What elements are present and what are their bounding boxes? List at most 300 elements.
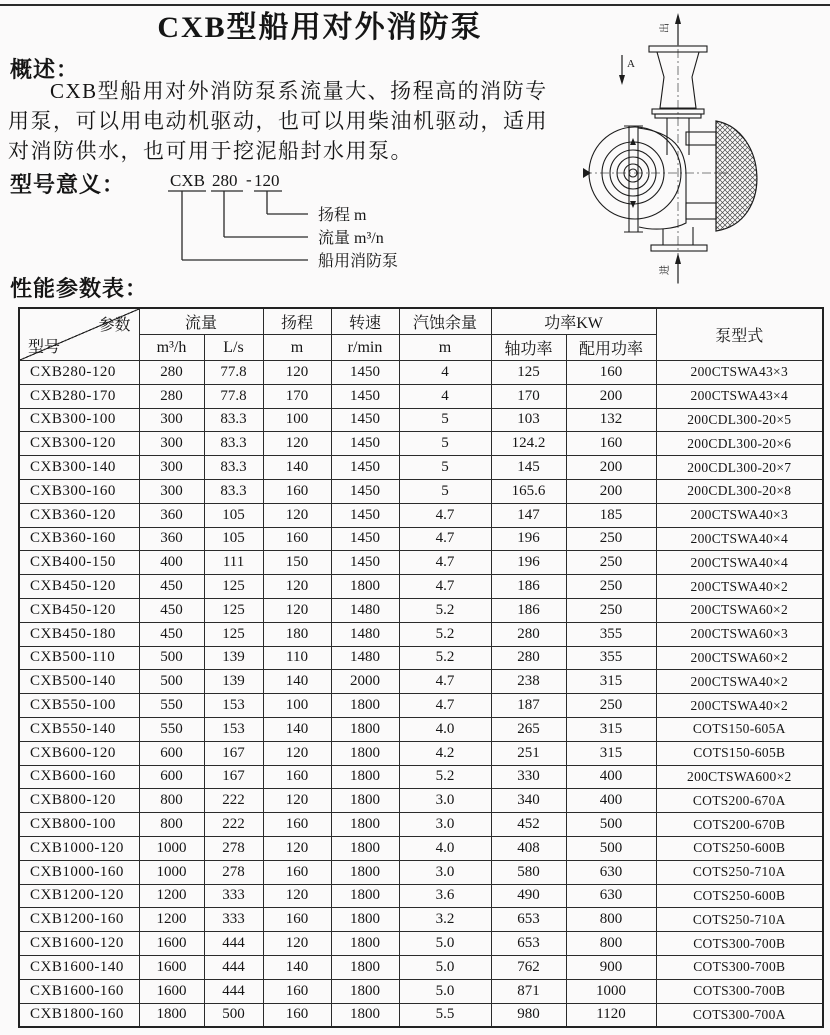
cell-npsh: 4.7	[399, 694, 491, 718]
cell-shaft-power: 265	[491, 717, 566, 741]
cell-npsh: 4.7	[399, 527, 491, 551]
cell-flow-ls: 125	[204, 598, 263, 622]
cell-rated-power: 200	[566, 479, 656, 503]
cell-model: CXB450-180	[19, 622, 139, 646]
table-row	[19, 622, 823, 646]
dome-connectors	[686, 132, 716, 219]
cell-shaft-power: 196	[491, 551, 566, 575]
cell-rated-power: 200	[566, 456, 656, 480]
cell-rated-power: 800	[566, 932, 656, 956]
performance-table-heading: 性能参数表：	[10, 276, 149, 301]
cell-head: 180	[263, 622, 331, 646]
cell-model: CXB1200-120	[19, 884, 139, 908]
cell-speed: 1450	[331, 408, 399, 432]
cell-shaft-power: 580	[491, 860, 566, 884]
cell-flow-ls: 333	[204, 908, 263, 932]
cell-shaft-power: 653	[491, 908, 566, 932]
cell-model: CXB500-110	[19, 646, 139, 670]
cell-flow-ls: 105	[204, 503, 263, 527]
cell-pump-type: 200CTSWA40×2	[656, 670, 823, 694]
cell-model: CXB1600-140	[19, 955, 139, 979]
table-row	[19, 717, 823, 741]
cell-model: CXB280-120	[19, 361, 139, 385]
cell-shaft-power: 408	[491, 836, 566, 860]
cell-npsh: 5.2	[399, 646, 491, 670]
table-row	[19, 575, 823, 599]
cell-flow-ls: 167	[204, 741, 263, 765]
table-row	[19, 527, 823, 551]
cell-head: 170	[263, 384, 331, 408]
suction-pipe	[651, 227, 707, 251]
cell-shaft-power: 251	[491, 741, 566, 765]
header-flow-m3h-unit: m³/h	[139, 335, 204, 361]
cell-flow-ls: 222	[204, 813, 263, 837]
cell-model: CXB300-100	[19, 408, 139, 432]
cell-flow-m3h: 300	[139, 408, 204, 432]
cell-model: CXB500-140	[19, 670, 139, 694]
cell-shaft-power: 186	[491, 575, 566, 599]
cell-model: CXB300-140	[19, 456, 139, 480]
cell-pump-type: COTS200-670B	[656, 813, 823, 837]
model-label-flow: 流量 m³/n	[318, 230, 384, 247]
cell-head: 160	[263, 813, 331, 837]
cell-rated-power: 185	[566, 503, 656, 527]
cell-flow-ls: 83.3	[204, 479, 263, 503]
cell-flow-m3h: 600	[139, 741, 204, 765]
cell-flow-m3h: 1600	[139, 979, 204, 1003]
model-code-series: CXB	[170, 171, 205, 190]
cell-rated-power: 200	[566, 384, 656, 408]
cell-pump-type: 200CTSWA43×4	[656, 384, 823, 408]
cell-shaft-power: 238	[491, 670, 566, 694]
cell-flow-m3h: 300	[139, 479, 204, 503]
cell-npsh: 3.0	[399, 813, 491, 837]
cell-npsh: 5.0	[399, 955, 491, 979]
cell-rated-power: 800	[566, 908, 656, 932]
cell-head: 160	[263, 860, 331, 884]
cell-speed: 1450	[331, 432, 399, 456]
cell-head: 120	[263, 598, 331, 622]
table-row	[19, 432, 823, 456]
outlet-arrow	[658, 13, 681, 45]
table-row	[19, 979, 823, 1003]
cell-flow-ls: 444	[204, 932, 263, 956]
cell-shaft-power: 165.6	[491, 479, 566, 503]
header-shaft-power: 轴功率	[491, 335, 566, 361]
cell-rated-power: 630	[566, 860, 656, 884]
cell-npsh: 4.0	[399, 717, 491, 741]
cell-pump-type: 200CTSWA60×3	[656, 622, 823, 646]
outlet-label: 出	[660, 23, 671, 33]
cell-shaft-power: 147	[491, 503, 566, 527]
cell-head: 120	[263, 361, 331, 385]
cell-flow-ls: 139	[204, 670, 263, 694]
cell-npsh: 3.2	[399, 908, 491, 932]
cell-npsh: 4.2	[399, 741, 491, 765]
header-speed-unit: r/min	[331, 335, 399, 361]
cell-pump-type: COTS150-605B	[656, 741, 823, 765]
cell-flow-ls: 83.3	[204, 408, 263, 432]
cell-npsh: 5	[399, 479, 491, 503]
cell-pump-type: 200CTSWA40×3	[656, 503, 823, 527]
cell-flow-ls: 83.3	[204, 456, 263, 480]
overview-heading: 概述：	[10, 57, 80, 82]
model-code-head: 120	[254, 171, 280, 190]
cell-rated-power: 1000	[566, 979, 656, 1003]
cell-npsh: 4.7	[399, 503, 491, 527]
cell-model: CXB550-140	[19, 717, 139, 741]
cell-head: 120	[263, 932, 331, 956]
model-label-head: 扬程 m	[318, 207, 367, 224]
cell-rated-power: 400	[566, 789, 656, 813]
cell-shaft-power: 653	[491, 932, 566, 956]
cell-npsh: 4.0	[399, 836, 491, 860]
cell-pump-type: COTS300-700B	[656, 932, 823, 956]
cell-shaft-power: 490	[491, 884, 566, 908]
cell-pump-type: COTS250-600B	[656, 836, 823, 860]
cell-rated-power: 355	[566, 622, 656, 646]
inlet-label: 进	[660, 265, 671, 275]
cell-flow-ls: 333	[204, 884, 263, 908]
cell-head: 140	[263, 456, 331, 480]
cell-model: CXB1800-160	[19, 1003, 139, 1027]
cell-shaft-power: 103	[491, 408, 566, 432]
header-npsh: 汽蚀余量	[399, 308, 491, 335]
cell-speed: 1800	[331, 836, 399, 860]
cell-pump-type: COTS300-700B	[656, 955, 823, 979]
header-pump-type: 泵型式	[656, 308, 823, 361]
cell-speed: 1800	[331, 694, 399, 718]
cell-shaft-power: 170	[491, 384, 566, 408]
table-row	[19, 836, 823, 860]
header-flow-ls-unit: L/s	[204, 335, 263, 361]
cell-rated-power: 132	[566, 408, 656, 432]
model-label-type: 船用消防泵	[318, 253, 399, 270]
cell-flow-m3h: 550	[139, 717, 204, 741]
inlet-arrow	[658, 253, 681, 283]
cell-pump-type: 200CTSWA40×2	[656, 694, 823, 718]
cell-head: 160	[263, 527, 331, 551]
cell-speed: 1800	[331, 1003, 399, 1027]
hatched-dome	[716, 121, 757, 231]
cell-flow-m3h: 300	[139, 432, 204, 456]
cell-npsh: 4.7	[399, 551, 491, 575]
cell-pump-type: 200CDL300-20×8	[656, 479, 823, 503]
cell-model: CXB600-120	[19, 741, 139, 765]
cell-pump-type: 200CTSWA40×4	[656, 527, 823, 551]
cell-head: 140	[263, 670, 331, 694]
cell-speed: 1480	[331, 622, 399, 646]
cell-pump-type: 200CDL300-20×6	[656, 432, 823, 456]
table-row	[19, 456, 823, 480]
cell-shaft-power: 280	[491, 646, 566, 670]
cell-pump-type: 200CTSWA60×2	[656, 646, 823, 670]
cell-npsh: 5.0	[399, 979, 491, 1003]
cell-speed: 1800	[331, 860, 399, 884]
cell-npsh: 5	[399, 456, 491, 480]
cell-flow-m3h: 550	[139, 694, 204, 718]
header-corner-param: 参数	[98, 317, 131, 334]
table-row	[19, 384, 823, 408]
table-row	[19, 741, 823, 765]
table-row	[19, 694, 823, 718]
table-row	[19, 789, 823, 813]
centerlines	[583, 15, 735, 287]
header-head-unit: m	[263, 335, 331, 361]
cell-speed: 1800	[331, 789, 399, 813]
cell-npsh: 4.7	[399, 575, 491, 599]
cell-model: CXB400-150	[19, 551, 139, 575]
cell-flow-ls: 444	[204, 955, 263, 979]
cell-flow-ls: 500	[204, 1003, 263, 1027]
cell-shaft-power: 762	[491, 955, 566, 979]
table-row	[19, 1003, 823, 1027]
cell-rated-power: 250	[566, 551, 656, 575]
cell-head: 120	[263, 575, 331, 599]
cell-flow-m3h: 800	[139, 789, 204, 813]
cell-pump-type: 200CDL300-20×7	[656, 456, 823, 480]
table-row	[19, 551, 823, 575]
table-row	[19, 813, 823, 837]
cell-pump-type: 200CTSWA43×3	[656, 361, 823, 385]
cell-flow-m3h: 500	[139, 670, 204, 694]
cell-rated-power: 160	[566, 361, 656, 385]
cell-npsh: 3.0	[399, 860, 491, 884]
cell-model: CXB800-100	[19, 813, 139, 837]
cell-model: CXB450-120	[19, 575, 139, 599]
cell-npsh: 4	[399, 384, 491, 408]
cell-pump-type: COTS250-710A	[656, 860, 823, 884]
table-row	[19, 503, 823, 527]
cell-flow-m3h: 1200	[139, 908, 204, 932]
cell-model: CXB280-170	[19, 384, 139, 408]
cell-head: 150	[263, 551, 331, 575]
cell-rated-power: 500	[566, 836, 656, 860]
cell-flow-ls: 167	[204, 765, 263, 789]
cell-shaft-power: 145	[491, 456, 566, 480]
cell-flow-m3h: 1600	[139, 932, 204, 956]
cell-pump-type: 200CDL300-20×5	[656, 408, 823, 432]
model-meaning-heading: 型号意义：	[10, 172, 126, 197]
cell-pump-type: COTS300-700A	[656, 1003, 823, 1027]
cell-shaft-power: 186	[491, 598, 566, 622]
cell-model: CXB300-160	[19, 479, 139, 503]
cell-shaft-power: 187	[491, 694, 566, 718]
cell-shaft-power: 452	[491, 813, 566, 837]
cell-flow-m3h: 360	[139, 527, 204, 551]
cell-rated-power: 250	[566, 527, 656, 551]
table-row	[19, 932, 823, 956]
cell-rated-power: 250	[566, 598, 656, 622]
cell-flow-ls: 111	[204, 551, 263, 575]
cell-flow-m3h: 1000	[139, 860, 204, 884]
cell-head: 160	[263, 908, 331, 932]
table-row	[19, 670, 823, 694]
cell-flow-ls: 139	[204, 646, 263, 670]
cell-flow-m3h: 450	[139, 598, 204, 622]
performance-table	[18, 307, 824, 1028]
cell-flow-m3h: 360	[139, 503, 204, 527]
cell-speed: 1800	[331, 765, 399, 789]
cell-flow-ls: 77.8	[204, 384, 263, 408]
cell-speed: 1800	[331, 955, 399, 979]
cell-speed: 1450	[331, 384, 399, 408]
table-row	[19, 955, 823, 979]
cell-flow-ls: 125	[204, 575, 263, 599]
cell-flow-ls: 125	[204, 622, 263, 646]
table-row	[19, 598, 823, 622]
cell-npsh: 3.0	[399, 789, 491, 813]
cell-speed: 1800	[331, 932, 399, 956]
cell-pump-type: 200CTSWA40×4	[656, 551, 823, 575]
cell-npsh: 4.7	[399, 670, 491, 694]
cell-speed: 1800	[331, 979, 399, 1003]
cell-shaft-power: 124.2	[491, 432, 566, 456]
cell-rated-power: 1120	[566, 1003, 656, 1027]
header-head: 扬程	[263, 308, 331, 335]
cell-pump-type: COTS250-710A	[656, 908, 823, 932]
cell-rated-power: 400	[566, 765, 656, 789]
overview-paragraph: CXB型船用对外消防泵系流量大、扬程高的消防专用泵，可以用电动机驱动，也可以用柴油机驱动，适用对消防供水，也可用于挖泥船封水用泵。	[8, 79, 548, 163]
cell-npsh: 5.5	[399, 1003, 491, 1027]
cell-head: 110	[263, 646, 331, 670]
cell-pump-type: COTS150-605A	[656, 717, 823, 741]
cell-head: 160	[263, 1003, 331, 1027]
cell-npsh: 5	[399, 408, 491, 432]
header-speed: 转速	[331, 308, 399, 335]
cell-speed: 1800	[331, 908, 399, 932]
cell-rated-power: 500	[566, 813, 656, 837]
cell-speed: 1800	[331, 813, 399, 837]
cell-speed: 1800	[331, 575, 399, 599]
header-npsh-unit: m	[399, 335, 491, 361]
model-code-diagram	[140, 168, 450, 280]
table-row	[19, 884, 823, 908]
cell-npsh: 5.2	[399, 765, 491, 789]
cell-model: CXB800-120	[19, 789, 139, 813]
cell-head: 120	[263, 503, 331, 527]
cell-flow-ls: 153	[204, 694, 263, 718]
cell-model: CXB600-160	[19, 765, 139, 789]
cell-flow-ls: 444	[204, 979, 263, 1003]
cell-model: CXB1600-160	[19, 979, 139, 1003]
cell-flow-ls: 77.8	[204, 361, 263, 385]
cell-flow-ls: 153	[204, 717, 263, 741]
cell-flow-m3h: 800	[139, 813, 204, 837]
cell-rated-power: 315	[566, 741, 656, 765]
cell-model: CXB360-160	[19, 527, 139, 551]
cell-npsh: 4	[399, 361, 491, 385]
cell-model: CXB550-100	[19, 694, 139, 718]
cell-speed: 1450	[331, 527, 399, 551]
cell-flow-m3h: 1000	[139, 836, 204, 860]
cell-flow-m3h: 1200	[139, 884, 204, 908]
cell-flow-m3h: 500	[139, 646, 204, 670]
cell-shaft-power: 980	[491, 1003, 566, 1027]
cell-head: 100	[263, 408, 331, 432]
header-power-group: 功率KW	[491, 308, 656, 335]
cell-model: CXB360-120	[19, 503, 139, 527]
cell-flow-m3h: 280	[139, 384, 204, 408]
cell-flow-m3h: 300	[139, 456, 204, 480]
cell-rated-power: 900	[566, 955, 656, 979]
cell-rated-power: 315	[566, 670, 656, 694]
cell-speed: 1450	[331, 456, 399, 480]
cell-speed: 1480	[331, 598, 399, 622]
header-rated-power: 配用功率	[566, 335, 656, 361]
cell-rated-power: 315	[566, 717, 656, 741]
cell-shaft-power: 330	[491, 765, 566, 789]
table-row	[19, 479, 823, 503]
header-corner-model: 型号	[28, 339, 61, 356]
cell-pump-type: 200CTSWA40×2	[656, 575, 823, 599]
cell-rated-power: 355	[566, 646, 656, 670]
cell-flow-m3h: 1600	[139, 955, 204, 979]
cell-speed: 1800	[331, 741, 399, 765]
cell-flow-ls: 278	[204, 836, 263, 860]
cell-speed: 1450	[331, 479, 399, 503]
cell-npsh: 5.2	[399, 598, 491, 622]
cell-speed: 1480	[331, 646, 399, 670]
cell-head: 160	[263, 765, 331, 789]
cell-shaft-power: 280	[491, 622, 566, 646]
cell-head: 140	[263, 955, 331, 979]
cell-model: CXB300-120	[19, 432, 139, 456]
model-code-flow: 280	[212, 171, 238, 190]
cell-npsh: 5	[399, 432, 491, 456]
cell-rated-power: 630	[566, 884, 656, 908]
table-row	[19, 361, 823, 385]
section-a-label: A	[627, 58, 635, 70]
cell-flow-ls: 105	[204, 527, 263, 551]
cell-pump-type: COTS250-600B	[656, 884, 823, 908]
cell-speed: 1800	[331, 717, 399, 741]
cell-model: CXB1600-120	[19, 932, 139, 956]
cell-pump-type: COTS200-670A	[656, 789, 823, 813]
cell-shaft-power: 125	[491, 361, 566, 385]
cell-flow-ls: 222	[204, 789, 263, 813]
table-row	[19, 646, 823, 670]
cell-head: 100	[263, 694, 331, 718]
cell-pump-type: 200CTSWA60×2	[656, 598, 823, 622]
cell-speed: 1450	[331, 503, 399, 527]
table-row	[19, 765, 823, 789]
cell-head: 120	[263, 884, 331, 908]
cell-pump-type: 200CTSWA600×2	[656, 765, 823, 789]
cell-rated-power: 250	[566, 694, 656, 718]
cell-flow-m3h: 400	[139, 551, 204, 575]
cell-flow-m3h: 280	[139, 361, 204, 385]
cell-flow-ls: 83.3	[204, 432, 263, 456]
table-row	[19, 908, 823, 932]
cell-head: 160	[263, 979, 331, 1003]
cell-model: CXB1000-160	[19, 860, 139, 884]
cell-model: CXB450-120	[19, 598, 139, 622]
cell-flow-m3h: 600	[139, 765, 204, 789]
cell-head: 120	[263, 432, 331, 456]
cell-flow-m3h: 1800	[139, 1003, 204, 1027]
cell-head: 160	[263, 479, 331, 503]
cell-model: CXB1200-160	[19, 908, 139, 932]
table-row	[19, 408, 823, 432]
cell-pump-type: COTS300-700B	[656, 979, 823, 1003]
page-title: CXB型船用对外消防泵	[157, 11, 483, 44]
section-a-arrow	[619, 55, 635, 85]
cell-head: 120	[263, 741, 331, 765]
cell-flow-m3h: 450	[139, 622, 204, 646]
cell-rated-power: 160	[566, 432, 656, 456]
cell-npsh: 5.0	[399, 932, 491, 956]
